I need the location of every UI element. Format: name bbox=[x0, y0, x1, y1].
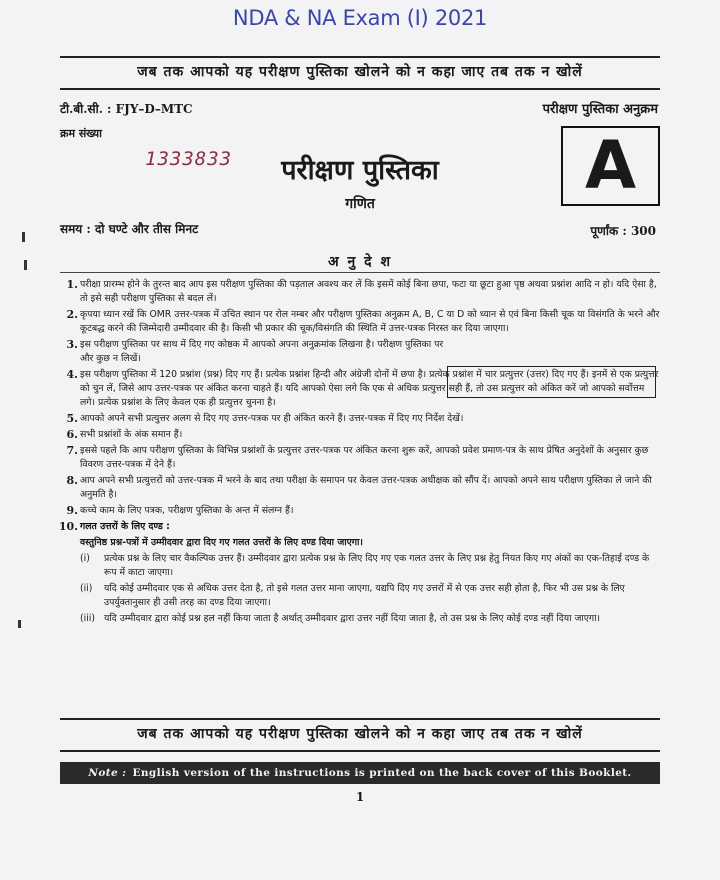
instruction-text: गलत उत्तरों के लिए दण्ड : bbox=[80, 521, 170, 532]
penalty-number: (i) bbox=[80, 553, 90, 564]
instruction-text: कच्चे काम के लिए पत्रक, परीक्षण पुस्तिका के अन्त में संलग्न हैं। bbox=[80, 505, 294, 516]
instruction-item bbox=[60, 412, 660, 426]
series-letter: A bbox=[584, 127, 637, 204]
serial-label: क्रम संख्या bbox=[60, 127, 102, 140]
exam-stamp: NDA & NA Exam (I) 2021 bbox=[232, 6, 488, 30]
instructions-heading: अ नु दे श bbox=[327, 254, 393, 270]
top-rule bbox=[60, 56, 660, 58]
instruction-item bbox=[60, 308, 660, 336]
serial-number: 1333833 bbox=[145, 148, 233, 170]
booklet-title: परीक्षण पुस्तिका bbox=[281, 155, 439, 186]
instruction-number: 8. bbox=[66, 474, 78, 487]
instruction-item bbox=[60, 444, 660, 472]
instruction-text: आपको अपने सभी प्रत्युत्तर अलग से दिए गए उत्तर-पत्रक पर ही अंकित करने हैं। उत्तर-पत्रक में दिए गए निर्देश देखें। bbox=[80, 413, 464, 424]
instruction-text: इस परीक्षण पुस्तिका पर साथ में दिए गए कोष्ठक में आपको अपना अनुक्रमांक लिखना है। परीक्षण पुस्तिका पर और कुछ न लिखें। bbox=[80, 339, 444, 364]
penalty-text: प्रत्येक प्रश्न के लिए चार वैकल्पिक उत्तर हैं। उम्मीदवार द्वारा प्रत्येक प्रश्न के लिए दिए गए एक गलत उत्तर के लिए प्रश्न हेतु नियत किए गए अंकों का एक-तिहाई दण्ड के रूप में काटा जाएगा। bbox=[104, 553, 650, 578]
series-letter-box bbox=[561, 126, 660, 206]
note-text: English version of the instructions is printed on the back cover of this Booklet. bbox=[132, 767, 632, 779]
penalty-item bbox=[60, 612, 660, 626]
english-note-bar bbox=[60, 762, 660, 784]
series-label: परीक्षण पुस्तिका अनुक्रम bbox=[542, 102, 658, 117]
instruction-text: परीक्षा प्रारम्भ होने के तुरन्त बाद आप इस परीक्षण पुस्तिका की पड़ताल अवश्य कर लें कि इसमें कोई बिना छपा, फटा या छूटा हुआ पृष्ठ अथवा प्रश्नांश आदि न हो। यदि ऐसा है, तो इसे सही परीक्षण पुस्तिका से बदल लें। bbox=[80, 279, 657, 304]
bottom-banner: जब तक आपको यह परीक्षण पुस्तिका खोलने को न कहा जाए तब तक न खोलें bbox=[137, 726, 583, 742]
penalty-intro: वस्तुनिष्ठ प्रश्न-पत्रों में उम्मीदवार द्वारा दिए गए गलत उत्तरों के लिए दण्ड दिया जाएगा। bbox=[80, 537, 363, 548]
booklet-code: टी.बी.सी. : FJY–D–MTC bbox=[60, 102, 193, 116]
instruction-number: 10. bbox=[58, 520, 78, 533]
penalty-text: यदि कोई उम्मीदवार एक से अधिक उत्तर देता है, तो इसे गलत उत्तर माना जाएगा, यद्यपि दिए गए उत्तरों में से एक उत्तर सही होता है, फिर भी उस प्रश्न के लिए उपर्युक्तानुसार ही उसी तरह का दण्ड दिया जाएगा। bbox=[104, 583, 625, 608]
instruction-text: इससे पहले कि आप परीक्षण पुस्तिका के विभिन्न प्रश्नांशों के प्रत्युत्तर उत्तर-पत्रक पर अंकित करना शुरू करें, आपको प्रवेश प्रमाण-पत्र के साथ प्रेषित अनुदेशों के अनुसार कुछ विवरण उत्तर-पत्रक में देने हैं। bbox=[80, 445, 649, 470]
subject-name: गणित bbox=[345, 196, 375, 212]
heading-rule bbox=[60, 272, 660, 273]
top-rule-lower bbox=[60, 88, 660, 90]
top-banner: जब तक आपको यह परीक्षण पुस्तिका खोलने को न कहा जाए तब तक न खोलें bbox=[137, 64, 583, 80]
instruction-item bbox=[60, 504, 660, 518]
bottom-rule bbox=[60, 718, 660, 720]
page-number: 1 bbox=[355, 790, 365, 804]
instructions-list bbox=[60, 278, 660, 628]
instruction-number: 3. bbox=[66, 338, 78, 351]
instruction-item bbox=[60, 338, 660, 366]
scan-mark bbox=[24, 260, 27, 270]
instruction-number: 1. bbox=[66, 278, 78, 291]
instruction-text: कृपया ध्यान रखें कि OMR उत्तर-पत्रक में उचित स्थान पर रोल नम्बर और परीक्षण पुस्तिका अनुक्रम A, B, C या D को ध्यान से एवं बिना किसी चूक या विसंगति के भरने और कूटबद्ध करने की जिम्मेदारी उम्मीदवार की है। किसी भी प्रकार की चूक/विसंगति की स्थिति में उत्तर-पत्रक निरस्त कर दिया जाएगा। bbox=[80, 309, 660, 334]
bottom-rule-lower bbox=[60, 750, 660, 752]
instruction-number: 5. bbox=[66, 412, 78, 425]
instruction-item bbox=[60, 368, 660, 410]
instruction-text: इस परीक्षण पुस्तिका में 120 प्रश्नांश (प्रश्न) दिए गए हैं। प्रत्येक प्रश्नांश हिन्दी और अंग्रेजी दोनों में छपा है। प्रत्येक प्रश्नांश में चार प्रत्युत्तर (उत्तर) दिए गए हैं। इनमें से एक प्रत्युत्तर को चुन लें, जिसे आप उत्तर-पत्रक पर अंकित करना चाहते हैं। यदि आपको ऐसा लगे कि एक से अधिक प्रत्युत्तर सही हैं, तो उस प्रत्युत्तर को अंकित करें जो आपको सर्वोत्तम लगे। प्रत्येक प्रश्नांश के लिए केवल एक ही प्रत्युत्तर चुनना है। bbox=[80, 369, 659, 408]
penalty-number: (ii) bbox=[80, 583, 93, 594]
instruction-item bbox=[60, 520, 660, 534]
penalty-item bbox=[60, 582, 660, 610]
instruction-number: 7. bbox=[66, 444, 78, 457]
exam-duration: समय : दो घण्टे और तीस मिनट bbox=[60, 222, 199, 236]
instruction-item bbox=[60, 474, 660, 502]
instruction-number: 6. bbox=[66, 428, 78, 441]
instruction-number: 9. bbox=[66, 504, 78, 517]
scan-mark bbox=[18, 620, 21, 628]
penalty-item bbox=[60, 552, 660, 580]
note-label: Note : bbox=[88, 767, 127, 779]
maximum-marks: पूर्णांक : 300 bbox=[590, 224, 656, 238]
instruction-item bbox=[60, 278, 660, 306]
instruction-text: सभी प्रश्नांशों के अंक समान हैं। bbox=[80, 429, 183, 440]
penalty-text: यदि उम्मीदवार द्वारा कोई प्रश्न हल नहीं किया जाता है अर्थात् उम्मीदवार द्वारा उत्तर नहीं दिया जाता है, तो उस प्रश्न के लिए कोई दण्ड नहीं दिया जाएगा। bbox=[104, 613, 601, 624]
penalty-number: (iii) bbox=[80, 613, 96, 624]
instruction-text: आप अपने सभी प्रत्युत्तरों को उत्तर-पत्रक में भरने के बाद तथा परीक्षा के समापन पर केवल उत्तर-पत्रक अधीक्षक को सौंप दें। आपको अपने साथ परीक्षण पुस्तिका ले जाने की अनुमति है। bbox=[80, 475, 652, 500]
instruction-number: 4. bbox=[66, 368, 78, 381]
scan-mark bbox=[22, 232, 25, 242]
instruction-item bbox=[60, 428, 660, 442]
instruction-number: 2. bbox=[66, 308, 78, 321]
